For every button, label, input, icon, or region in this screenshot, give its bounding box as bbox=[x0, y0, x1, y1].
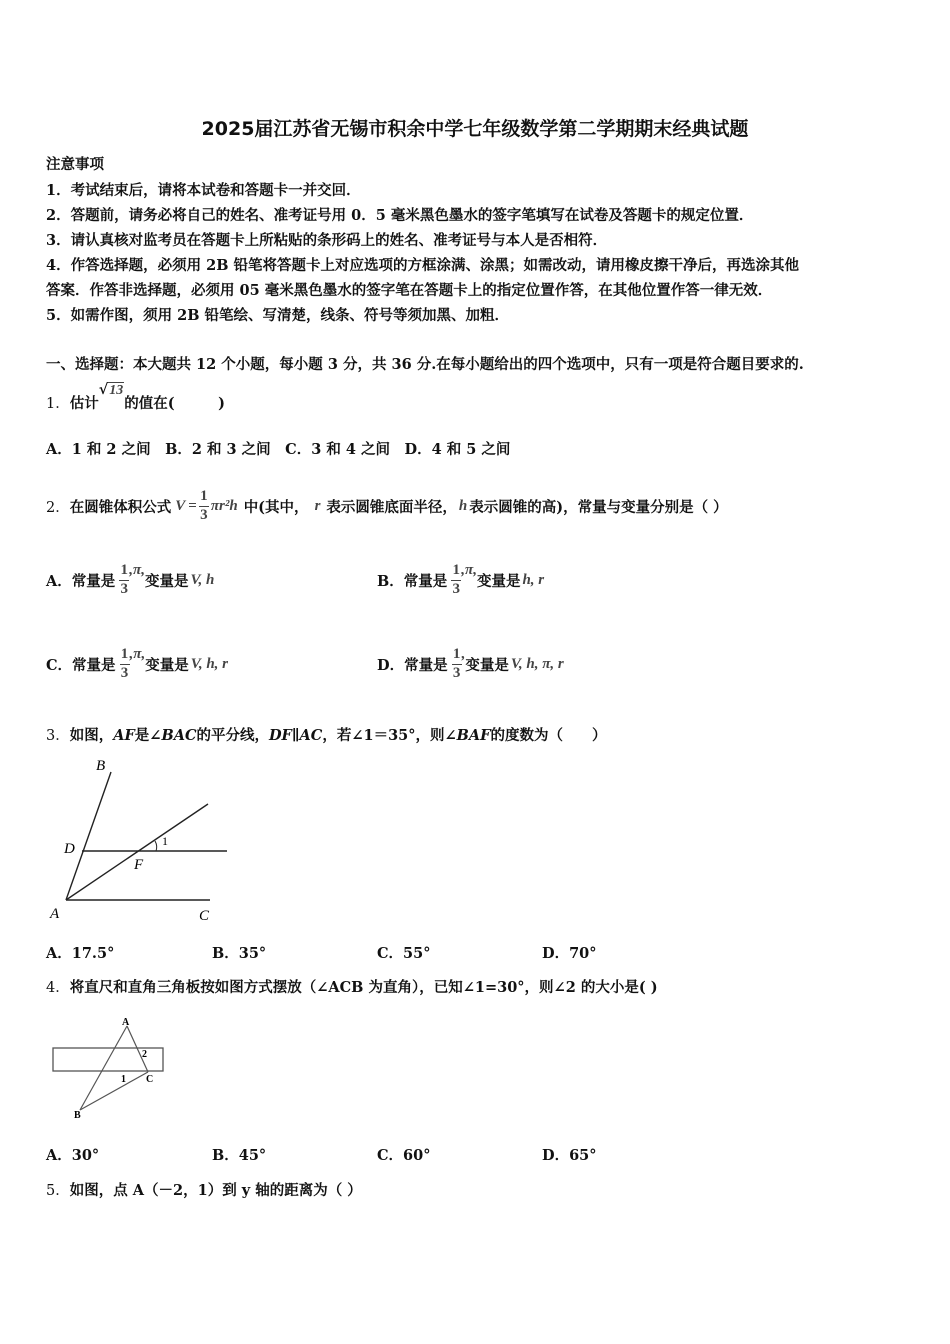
question-5: 5．如图，点 A（－2，1）到 y 轴的距离为（ ） bbox=[46, 1182, 362, 1199]
notice-item: 1．考试结束后，请将本试卷和答题卡一并交回． bbox=[46, 182, 361, 199]
q4-option-b: B．45° bbox=[212, 1147, 267, 1164]
notice-item: 3．请认真核对监考员在答题卡上所粘贴的条形码上的姓名、准考证号与本人是否相符． bbox=[46, 232, 608, 249]
notice-item: 答案．作答非选择题，必须用 05 毫米黑色墨水的签字笔在答题卡上的指定位置作答，在其他位置作答一律无效． bbox=[46, 282, 773, 299]
notice-item: 2．答题前，请务必将自己的姓名、准考证号用 0．5 毫米黑色墨水的签字笔填写在试卷及答题卡的规定位置． bbox=[46, 207, 754, 224]
section-heading: 一、选择题：本大题共 12 个小题，每小题 3 分，共 36 分.在每小题给出的四个选项中，只有一项是符合题目要求的. bbox=[46, 356, 804, 373]
q2-formula-rhs: πr²h bbox=[210, 497, 238, 514]
q2-formula-frac: $\frac{1}{3}$ bbox=[200, 487, 208, 523]
line-ab bbox=[66, 772, 111, 900]
label-1: 1 bbox=[121, 1074, 126, 1085]
question-number: 1． bbox=[46, 396, 70, 412]
notice-item: 4．作答选择题，必须用 2B 铅笔将答题卡上对应选项的方框涂满、涂黑；如需改动，请用橡皮擦干净后，再选涂其他 bbox=[46, 257, 800, 274]
q2-formula-lhs: V bbox=[175, 497, 186, 514]
q2-mid1: 中(其中， bbox=[243, 498, 309, 516]
notice-heading: 注意事项 bbox=[46, 156, 104, 173]
label-b: B bbox=[74, 1110, 81, 1121]
question-3: 3．如图，AF是∠BAC的平分线，DF∥AC，若∠1＝35°，则∠BAF的度数为（ ） bbox=[46, 727, 607, 744]
q2-option-d: D．常量是 $\frac{1}{3}$ , 变量是 V, h, π, r bbox=[377, 645, 564, 681]
question-1 bbox=[46, 381, 225, 413]
question-number: 2． bbox=[46, 499, 70, 516]
label-f: F bbox=[134, 857, 144, 873]
q1-post: 的值在( ) bbox=[124, 395, 225, 412]
q2-post: 表示圆锥的高)，常量与变量分别是（ ） bbox=[469, 498, 728, 516]
q4-option-a: A．30° bbox=[46, 1147, 100, 1164]
label-a: A bbox=[122, 1017, 130, 1028]
q3-figure bbox=[44, 752, 244, 930]
q2-var-h: h bbox=[458, 497, 468, 514]
q2-option-b: B．常量是 $\frac{1}{3}$ ,π, 变量是 h, r bbox=[377, 561, 545, 597]
q3-option-b: B．35° bbox=[212, 945, 267, 962]
label-c: C bbox=[146, 1074, 154, 1085]
question-number: 4． bbox=[46, 980, 70, 996]
label-1: 1 bbox=[162, 834, 168, 848]
line-af bbox=[66, 804, 208, 900]
q1-pre: 估计 bbox=[69, 395, 99, 412]
label-a: A bbox=[50, 906, 60, 922]
q2-mid2: 表示圆锥底面半径， bbox=[326, 498, 457, 516]
label-d: D bbox=[64, 841, 75, 857]
q4-option-c: C．60° bbox=[377, 1147, 431, 1164]
q3-option-a: A．17.5° bbox=[46, 945, 115, 962]
question-4: 4．将直尺和直角三角板按如图方式摆放（∠ACB 为直角），已知∠1=30°，则∠2 的大小是( ) bbox=[46, 979, 658, 996]
label-2: 2 bbox=[142, 1049, 147, 1060]
q2-option-c: C．常量是 $\frac{1}{3}$ ,π, 变量是 V, h, r bbox=[46, 645, 229, 681]
q2-pre: 在圆锥体积公式 bbox=[69, 498, 172, 516]
q4-option-d: D．65° bbox=[542, 1147, 597, 1164]
q3-option-c: C．55° bbox=[377, 945, 431, 962]
q2-option-a: A．常量是 $\frac{1}{3}$ ,π, 变量是 V, h bbox=[46, 561, 215, 597]
q1-options: A．1 和 2 之间 B．2 和 3 之间 C．3 和 4 之间 D．4 和 5 之间 bbox=[46, 441, 511, 458]
question-number: 3． bbox=[46, 728, 70, 744]
q2-var-r: r bbox=[314, 497, 321, 514]
q4-figure bbox=[48, 1012, 172, 1122]
label-b: B bbox=[96, 758, 106, 774]
q3-option-d: D．70° bbox=[542, 945, 597, 962]
angle-1-arc bbox=[155, 841, 157, 851]
q1-sqrt: √13 bbox=[98, 381, 124, 398]
notice-item: 5．如需作图，须用 2B 铅笔绘、写清楚，线条、符号等须加黑、加粗． bbox=[46, 307, 510, 324]
q2-formula-eq: = bbox=[188, 497, 197, 514]
question-number: 5． bbox=[46, 1183, 70, 1199]
page-title: 2025届江苏省无锡市积余中学七年级数学第二学期期末经典试题 bbox=[201, 118, 749, 140]
label-c: C bbox=[199, 908, 210, 924]
question-2 bbox=[46, 482, 728, 530]
